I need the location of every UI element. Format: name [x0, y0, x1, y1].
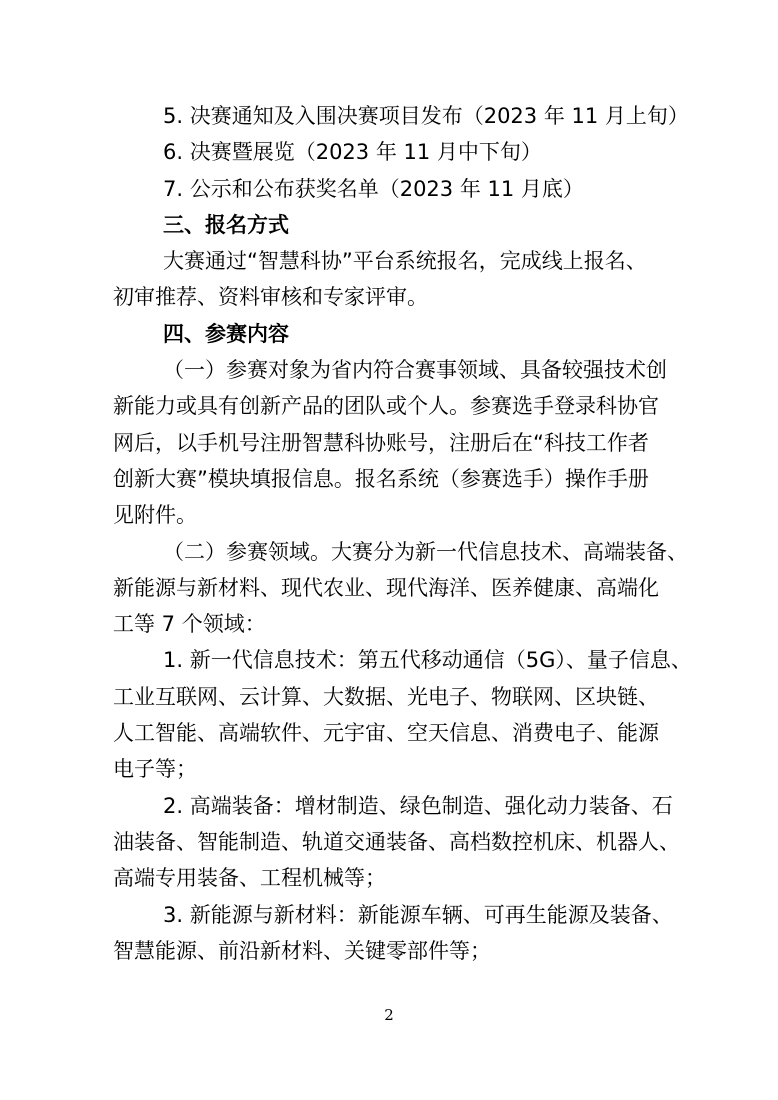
- paragraph-line: 创新大赛”模块填报信息。报名系统（参赛选手）操作手册: [113, 466, 649, 491]
- list-item-line: 2. 高端装备：增材制造、绿色制造、强化动力装备、石: [163, 793, 673, 818]
- list-item-line: 电子等；: [113, 757, 197, 782]
- paragraph-line: 初审推荐、资料审核和专家评审。: [113, 285, 428, 310]
- paragraph-line: 新能力或具有创新产品的团队或个人。参赛选手登录科协官: [113, 394, 659, 419]
- paragraph-line: 大赛通过“智慧科协”平台系统报名，完成线上报名、: [163, 249, 647, 274]
- list-item-line: 油装备、智能制造、轨道交通装备、高档数控机床、机器人、: [113, 829, 680, 854]
- paragraph-line: 工等 7 个领域：: [113, 612, 266, 637]
- document-body: [0, 98, 778, 969]
- list-item-line: 1. 新一代信息技术：第五代移动通信（5G）、量子信息、: [163, 648, 692, 673]
- paragraph-line: （一）参赛对象为省内符合赛事领域、具备较强技术创: [163, 358, 667, 383]
- paragraph-line: 见附件。: [113, 503, 197, 528]
- section-heading-registration: 三、报名方式: [163, 212, 289, 237]
- paragraph-line: 新能源与新材料、现代农业、现代海洋、医养健康、高端化: [113, 575, 659, 600]
- list-item-line: 3. 新能源与新材料：新能源车辆、可再生能源及装备、: [163, 902, 673, 927]
- list-item-line: 智慧能源、前沿新材料、关键零部件等；: [113, 938, 491, 963]
- schedule-item-5: 5. 决赛通知及入围决赛项目发布（2023 年 11 月上旬）: [163, 104, 689, 128]
- schedule-item-6: 6. 决赛暨展览（2023 年 11 月中下旬）: [163, 140, 542, 165]
- list-item-line: 高端专用装备、工程机械等；: [113, 866, 386, 891]
- paragraph-line: （二）参赛领域。大赛分为新一代信息技术、高端装备、: [163, 539, 688, 564]
- page-number: 2: [384, 1006, 394, 1024]
- schedule-item-7: 7. 公示和公布获奖名单（2023 年 11 月底）: [163, 176, 584, 201]
- list-item-line: 人工智能、高端软件、元宇宙、空天信息、消费电子、能源: [113, 721, 659, 746]
- paragraph-line: 网后，以手机号注册智慧科协账号，注册后在“科技工作者: [113, 430, 649, 455]
- list-item-line: 工业互联网、云计算、大数据、光电子、物联网、区块链、: [113, 684, 659, 709]
- section-heading-content: 四、参赛内容: [163, 321, 289, 346]
